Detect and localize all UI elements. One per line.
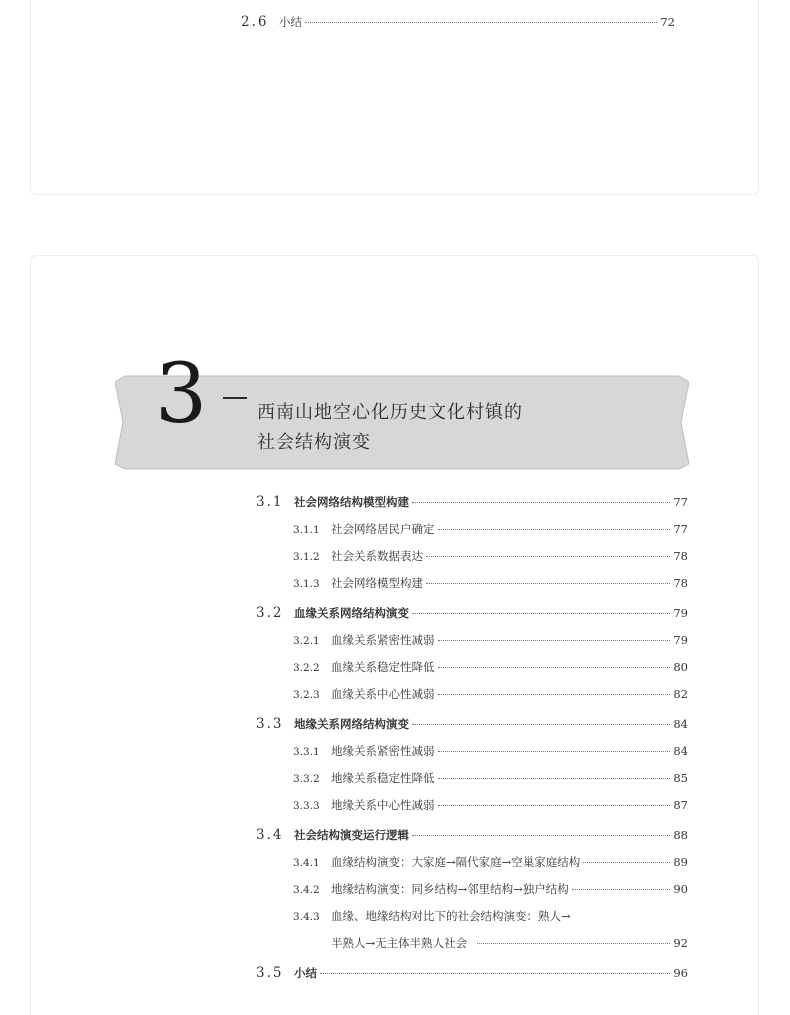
chapter-number: 3 bbox=[155, 347, 208, 442]
toc-leader bbox=[438, 805, 671, 806]
toc-title: 血缘关系网络结构演变 bbox=[294, 606, 409, 620]
toc-title: 小结 bbox=[279, 15, 302, 29]
toc-entry-2-6[interactable] bbox=[241, 14, 675, 30]
toc-leader bbox=[305, 22, 657, 23]
toc-page: 90 bbox=[673, 882, 688, 896]
toc-page: 77 bbox=[673, 495, 688, 509]
toc-leader bbox=[426, 583, 670, 584]
toc-title: 地缘关系紧密性减弱 bbox=[331, 744, 435, 758]
toc-number: 3.2.2 bbox=[293, 662, 320, 674]
toc-entry-3-2[interactable] bbox=[256, 605, 688, 621]
toc-title: 社会关系数据表达 bbox=[331, 549, 423, 563]
toc-leader bbox=[438, 694, 671, 695]
toc-page: 82 bbox=[673, 687, 688, 701]
toc-page: 77 bbox=[673, 522, 688, 536]
toc-title: 血缘关系中心性减弱 bbox=[331, 687, 435, 701]
toc-title: 小结 bbox=[294, 966, 317, 980]
toc-entry-3-3-2[interactable] bbox=[293, 770, 688, 786]
toc-page: 84 bbox=[673, 744, 688, 758]
toc-entry-3-1-3[interactable] bbox=[293, 575, 688, 591]
toc-entry-3-1[interactable] bbox=[256, 494, 688, 510]
toc-entry-3-2-2[interactable] bbox=[293, 659, 688, 675]
toc-page: 89 bbox=[673, 855, 688, 869]
toc-leader bbox=[412, 835, 670, 836]
toc-entry-3-4[interactable] bbox=[256, 827, 688, 843]
chapter-title-line-2: 社会结构演变 bbox=[257, 432, 371, 453]
toc-title: 血缘结构演变：大家庭→隔代家庭→空巢家庭结构 bbox=[331, 855, 581, 869]
toc-entry-3-1-2[interactable] bbox=[293, 548, 688, 564]
chapter-dash bbox=[223, 397, 247, 399]
toc-leader bbox=[412, 613, 670, 614]
toc-number: 3.1.2 bbox=[293, 551, 320, 563]
toc-title: 地缘结构演变：同乡结构→邻里结构→独户结构 bbox=[331, 882, 569, 896]
toc-title: 社会网络居民户确定 bbox=[331, 522, 435, 536]
chapter-banner bbox=[115, 347, 689, 471]
toc-page: 80 bbox=[673, 660, 688, 674]
toc-leader bbox=[583, 862, 670, 863]
toc-number: 3.3 bbox=[256, 716, 284, 732]
toc-leader bbox=[426, 556, 670, 557]
toc-number: 3.4 bbox=[256, 827, 284, 843]
toc-page: 72 bbox=[660, 15, 675, 29]
toc-number: 3.3.3 bbox=[293, 800, 320, 812]
chapter-title-line-1: 西南山地空心化历史文化村镇的 bbox=[257, 402, 523, 423]
toc-page: 87 bbox=[673, 798, 688, 812]
toc-number: 3.1 bbox=[256, 494, 284, 510]
toc-number: 3.4.2 bbox=[293, 884, 320, 896]
toc-entry-3-4-3-continued[interactable] bbox=[331, 935, 688, 951]
toc-entry-3-3[interactable] bbox=[256, 716, 688, 732]
toc-page: 78 bbox=[673, 576, 688, 590]
toc-page: 85 bbox=[673, 771, 688, 785]
toc-leader bbox=[477, 943, 670, 944]
toc-entry-3-3-1[interactable] bbox=[293, 743, 688, 759]
toc-leader bbox=[412, 724, 670, 725]
toc-entry-3-5[interactable] bbox=[256, 965, 688, 981]
toc-number: 3.5 bbox=[256, 965, 284, 981]
toc-entry-3-4-1[interactable] bbox=[293, 854, 688, 870]
toc-number: 3.4.3 bbox=[293, 911, 320, 923]
toc-title-continued: 半熟人→无主体半熟人社会 bbox=[331, 936, 468, 950]
toc-number: 3.4.1 bbox=[293, 857, 320, 869]
toc-page: 79 bbox=[673, 606, 688, 620]
toc-number: 3.2 bbox=[256, 605, 284, 621]
toc-title: 地缘关系网络结构演变 bbox=[294, 717, 409, 731]
toc-leader bbox=[320, 973, 670, 974]
toc-title: 社会网络结构模型构建 bbox=[294, 495, 409, 509]
toc-leader bbox=[438, 751, 671, 752]
toc-page: 78 bbox=[673, 549, 688, 563]
toc-title: 社会结构演变运行逻辑 bbox=[294, 828, 409, 842]
toc-number: 3.3.2 bbox=[293, 773, 320, 785]
toc-title: 血缘关系稳定性降低 bbox=[331, 660, 435, 674]
toc-page: 84 bbox=[673, 717, 688, 731]
toc-title: 地缘关系稳定性降低 bbox=[331, 771, 435, 785]
toc-page: 96 bbox=[673, 966, 688, 980]
toc-title: 社会网络模型构建 bbox=[331, 576, 423, 590]
toc-entry-3-4-2[interactable] bbox=[293, 881, 688, 897]
toc-entry-3-2-1[interactable] bbox=[293, 632, 688, 648]
toc-page: 88 bbox=[673, 828, 688, 842]
toc-entry-3-3-3[interactable] bbox=[293, 797, 688, 813]
toc-number: 2.6 bbox=[241, 14, 269, 30]
toc-number: 3.2.3 bbox=[293, 689, 320, 701]
toc-leader bbox=[438, 640, 671, 641]
toc-title: 地缘关系中心性减弱 bbox=[331, 798, 435, 812]
toc-page: 92 bbox=[673, 936, 688, 950]
toc-entry-3-1-1[interactable] bbox=[293, 521, 688, 537]
toc-leader bbox=[412, 502, 670, 503]
toc-number: 3.3.1 bbox=[293, 746, 320, 758]
toc-title: 血缘关系紧密性减弱 bbox=[331, 633, 435, 647]
toc-number: 3.2.1 bbox=[293, 635, 320, 647]
toc-number: 3.1.3 bbox=[293, 578, 320, 590]
toc-number: 3.1.1 bbox=[293, 524, 320, 536]
toc-leader bbox=[438, 667, 671, 668]
toc-entry-3-4-3[interactable] bbox=[293, 908, 688, 924]
toc-title: 血缘、地缘结构对比下的社会结构演变：熟人→ bbox=[331, 909, 571, 923]
toc-page: 79 bbox=[673, 633, 688, 647]
toc-leader bbox=[572, 889, 671, 890]
toc-leader bbox=[438, 529, 671, 530]
toc-entry-3-2-3[interactable] bbox=[293, 686, 688, 702]
toc-leader bbox=[438, 778, 671, 779]
